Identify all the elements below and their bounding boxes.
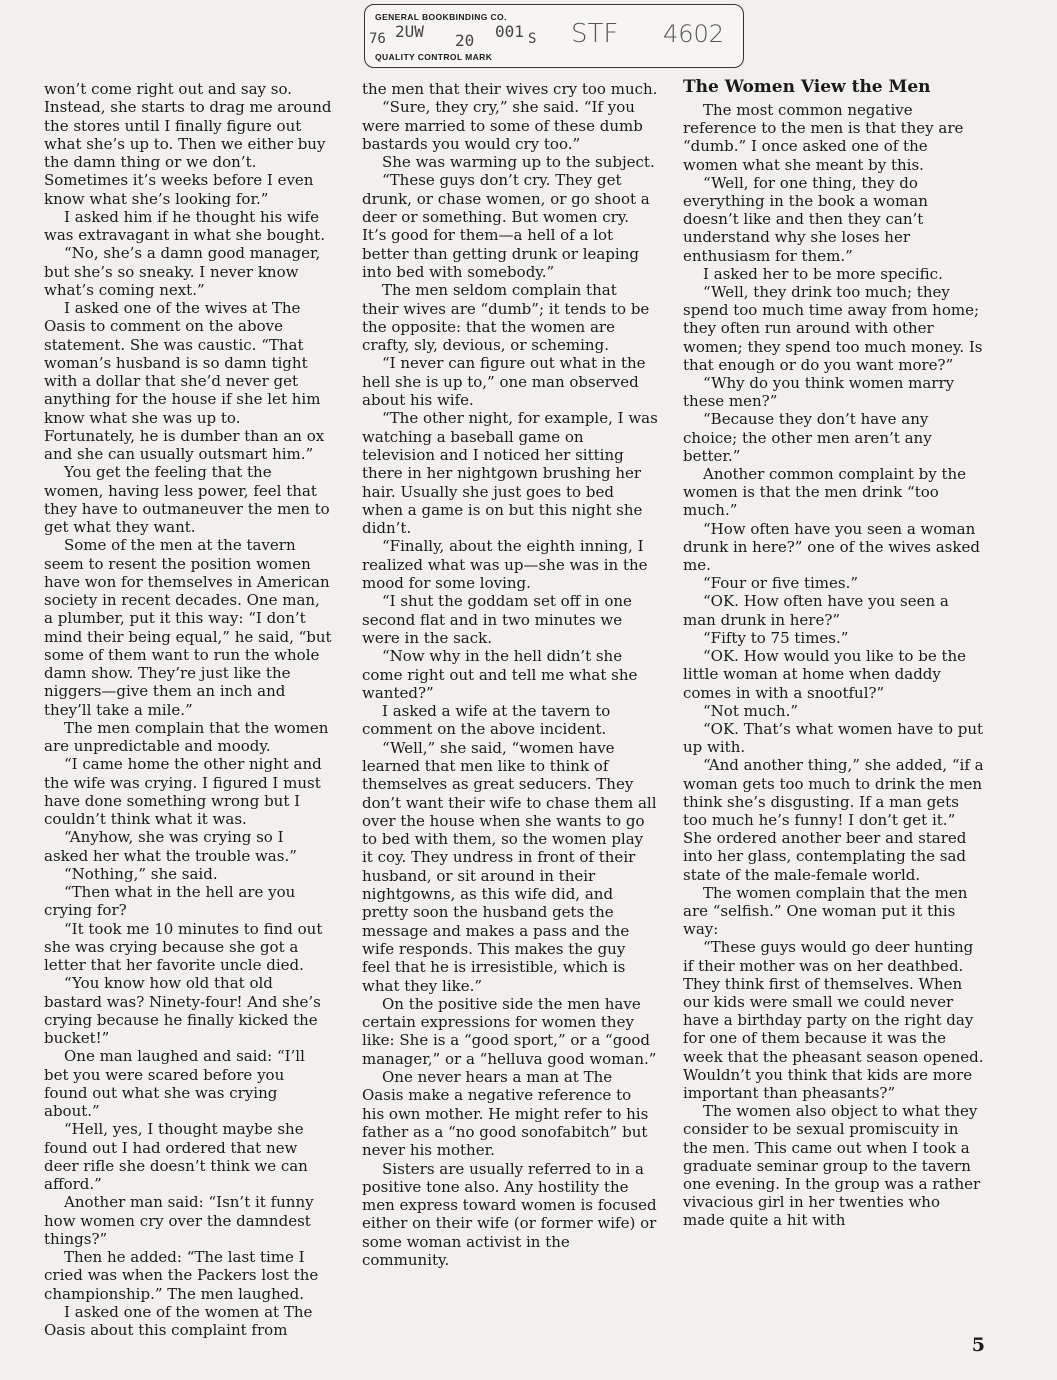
paragraph: “It took me 10 minutes to find out she was crying because she got a letter that her favorite uncle died. <box>44 919 323 974</box>
paragraph: “Sure, they cry,” she said. “If you were married to some of these dumb bastards you would cry too.” <box>362 98 643 153</box>
paragraph: One never hears a man at The Oasis make a negative reference to his own mother. He might refer to his father as a “no good sonofabitch” but never his mother. <box>362 1068 649 1160</box>
text-column-1 <box>44 80 332 1339</box>
page-number: 5 <box>971 1334 985 1356</box>
paragraph: “These guys would go deer hunting if their mother was on her deathbed. They think first of themselves. When our kids were small we could never have a birthday party on the right day for one of them because it was the week that the pheasant season opened. Wouldn’t you think that kids are more important than pheasants?” <box>683 938 984 1102</box>
paragraph: On the positive side the men have certain expressions for women they like: She is a “good sport,” or a “good manager,” or a “helluva good woman.” <box>362 994 657 1068</box>
paragraph: “Well, they drink too much; they spend too much time away from home; they often run around with other women; they spend too much money. Is that enough or do you want more?” <box>683 283 983 374</box>
paragraph: “Then what in the hell are you crying for? <box>44 883 296 920</box>
quality-control-stamp <box>364 4 744 68</box>
paragraph: “Why do you think women marry these men?” <box>683 374 955 411</box>
paragraph: “These guys don’t cry. They get drunk, or chase women, or go shoot a deer or something. But women cry. It’s good for them—a hell of a lot better than getting drunk or leaping into bed with somebody.” <box>362 171 650 281</box>
stamp-code: 20 <box>455 31 475 50</box>
paragraph: “Well, for one thing, they do everything in the book a woman doesn’t like and then they can’t understand why she loses her enthusiasm for them.” <box>683 173 928 265</box>
paragraph: “Because they don’t have any choice; the other men aren’t any better.” <box>683 410 932 465</box>
paragraph: “Fifty to 75 times.” <box>703 628 849 647</box>
stamp-code: 001 <box>495 22 524 41</box>
paragraph: “The other night, for example, I was watching a baseball game on television and I noticed her sitting there in her nightgown brushing her hair. Usually she just goes to bed when a game is on but this night she didn’t. <box>362 409 658 538</box>
stamp-initials: STF <box>571 19 619 49</box>
paragraph: “No, she’s a damn good manager, but she’s so sneaky. I never know what’s coming next.” <box>44 244 321 299</box>
paragraph: The men complain that the women are unpredictable and moody. <box>44 718 329 755</box>
paragraph: Then he added: “The last time I cried was when the Packers lost the championship.” The men laughed. <box>44 1248 319 1303</box>
paragraph: She was warming up to the subject. <box>382 153 655 172</box>
paragraph: The men seldom complain that their wives are “dumb”; it tends to be the opposite: that the women are crafty, sly, devious, or scheming. <box>362 281 650 355</box>
paragraph: Some of the men at the tavern seem to resent the position women have won for themselves in American society in recent decades. One man, a plumber, put it this way: “I don’t mind their being equal,” he said, “but some of them want to run the whole damn show. They’re just like the niggers—give them an inch and they’ll take a mile.” <box>44 536 332 719</box>
paragraph: “Not much.” <box>703 701 799 720</box>
paragraph: I asked a wife at the tavern to comment on the above incident. <box>362 702 611 739</box>
paragraph: The women also object to what they consider to be sexual promiscuity in the men. This came out when I took a graduate seminar group to the tavern one evening. In the group was a rather vivacious girl in her twenties who made quite a hit with <box>683 1102 981 1230</box>
paragraph: “I shut the goddam set off in one second flat and in two minutes we were in the sack. <box>362 592 632 647</box>
paragraph: “OK. How would you like to be the little woman at home when daddy comes in with a snootful?” <box>683 647 967 702</box>
paragraph: You get the feeling that the women, having less power, feel that they have to outmaneuver the men to get what they want. <box>44 463 330 536</box>
paragraph: “Well,” she said, “women have learned that men like to think of themselves as great seducers. They don’t want their wife to chase them all over the house when she wants to go to bed with them, so the women play it coy. They undress in front of their husband, or sit around in their nightgowns, as this wife did, and pretty soon the husband gets the message and makes a pass and the wife responds. This makes the guy feel that he is irresistible, which is what they like.” <box>362 738 657 995</box>
paragraph: “Four or five times.” <box>703 574 859 593</box>
paragraph: “I never can figure out what in the hell she is up to,” one man observed about his wife. <box>362 354 646 410</box>
paragraph: I asked him if he thought his wife was extravagant in what she bought. <box>44 207 325 244</box>
paragraph: I asked one of the women at The Oasis about this complaint from <box>44 1302 313 1339</box>
paragraph: “OK. That’s what women have to put up with. <box>683 719 984 757</box>
stamp-code: S <box>528 31 537 47</box>
stamp-code: 2UW <box>395 22 424 41</box>
paragraph: “OK. How often have you seen a man drunk in here?” <box>683 592 949 629</box>
paragraph: The women complain that the men are “selfish.” One woman put it this way: <box>683 883 968 939</box>
paragraph: I asked one of the wives at The Oasis to comment on the above statement. She was caustic. “That woman’s husband is so damn tight with a dollar that she’d never get anything for the house if she let him know what she was up to. Fortunately, he is dumber than an ox and she can usually outsmart him.” <box>44 299 325 463</box>
paragraph: “I came home the other night and the wife was crying. I figured I must have done something wrong but I couldn’t think what it was. <box>44 755 322 828</box>
stamp-code: 76 <box>369 31 386 47</box>
paragraph: “How often have you seen a woman drunk in here?” one of the wives asked me. <box>683 519 980 575</box>
paragraph: “Hell, yes, I thought maybe she found out I had ordered that new deer rifle she doesn’t think we can afford.” <box>44 1120 308 1193</box>
paragraph: won’t come right out and say so. Instead, she starts to drag me around the stores until I finally figure out what she’s up to. Then we either buy the damn thing or we don’t. Sometimes it’s weeks before I even know what she’s looking for.” <box>44 80 332 208</box>
text-column-3 <box>683 76 985 1230</box>
paragraph: “Finally, about the eighth inning, I realized what was up—she was in the mood for some loving. <box>362 537 648 593</box>
stamp-label: QUALITY CONTROL MARK <box>375 52 493 62</box>
stamp-number: 4602 <box>663 20 725 48</box>
paragraph: “Anyhow, she was crying so I asked her what the trouble was.” <box>44 828 297 865</box>
paragraph: Another common complaint by the women is that the men drink “too much.” <box>683 465 967 520</box>
paragraph: “And another thing,” she added, “if a woman gets too much to drink the men think she’s disgusting. If a man gets too much he’s funny! I don’t get it.” She ordered another beer and stared into her glass, contemplating the sad state of the male-female world. <box>683 756 984 884</box>
section-heading: The Women View the Men <box>683 77 931 97</box>
paragraph: One man laughed and said: “I’ll bet you were scared before you found out what she was crying about.” <box>44 1047 305 1120</box>
paragraph: the men that their wives cry too much. <box>362 80 658 98</box>
paragraph: Sisters are usually referred to in a positive tone also. Any hostility the men express toward women is focused either on their wife (or former wife) or some woman activist in the community. <box>362 1159 657 1269</box>
paragraph: Another man said: “Isn’t it funny how women cry over the damndest things?” <box>44 1193 314 1248</box>
paragraph: “Nothing,” she said. <box>64 864 218 883</box>
text-column-2 <box>362 80 658 1269</box>
paragraph: “You know how old that old bastard was? Ninety-four! And she’s crying because he finally kicked the bucket!” <box>44 974 321 1047</box>
paragraph: I asked her to be more specific. <box>703 264 943 283</box>
paragraph: “Now why in the hell didn’t she come right out and tell me what she wanted?” <box>362 647 638 702</box>
stamp-company: GENERAL BOOKBINDING CO. <box>375 12 507 22</box>
paragraph: The most common negative reference to the men is that they are “dumb.” I once asked one of the women what she meant by this. <box>683 101 964 174</box>
